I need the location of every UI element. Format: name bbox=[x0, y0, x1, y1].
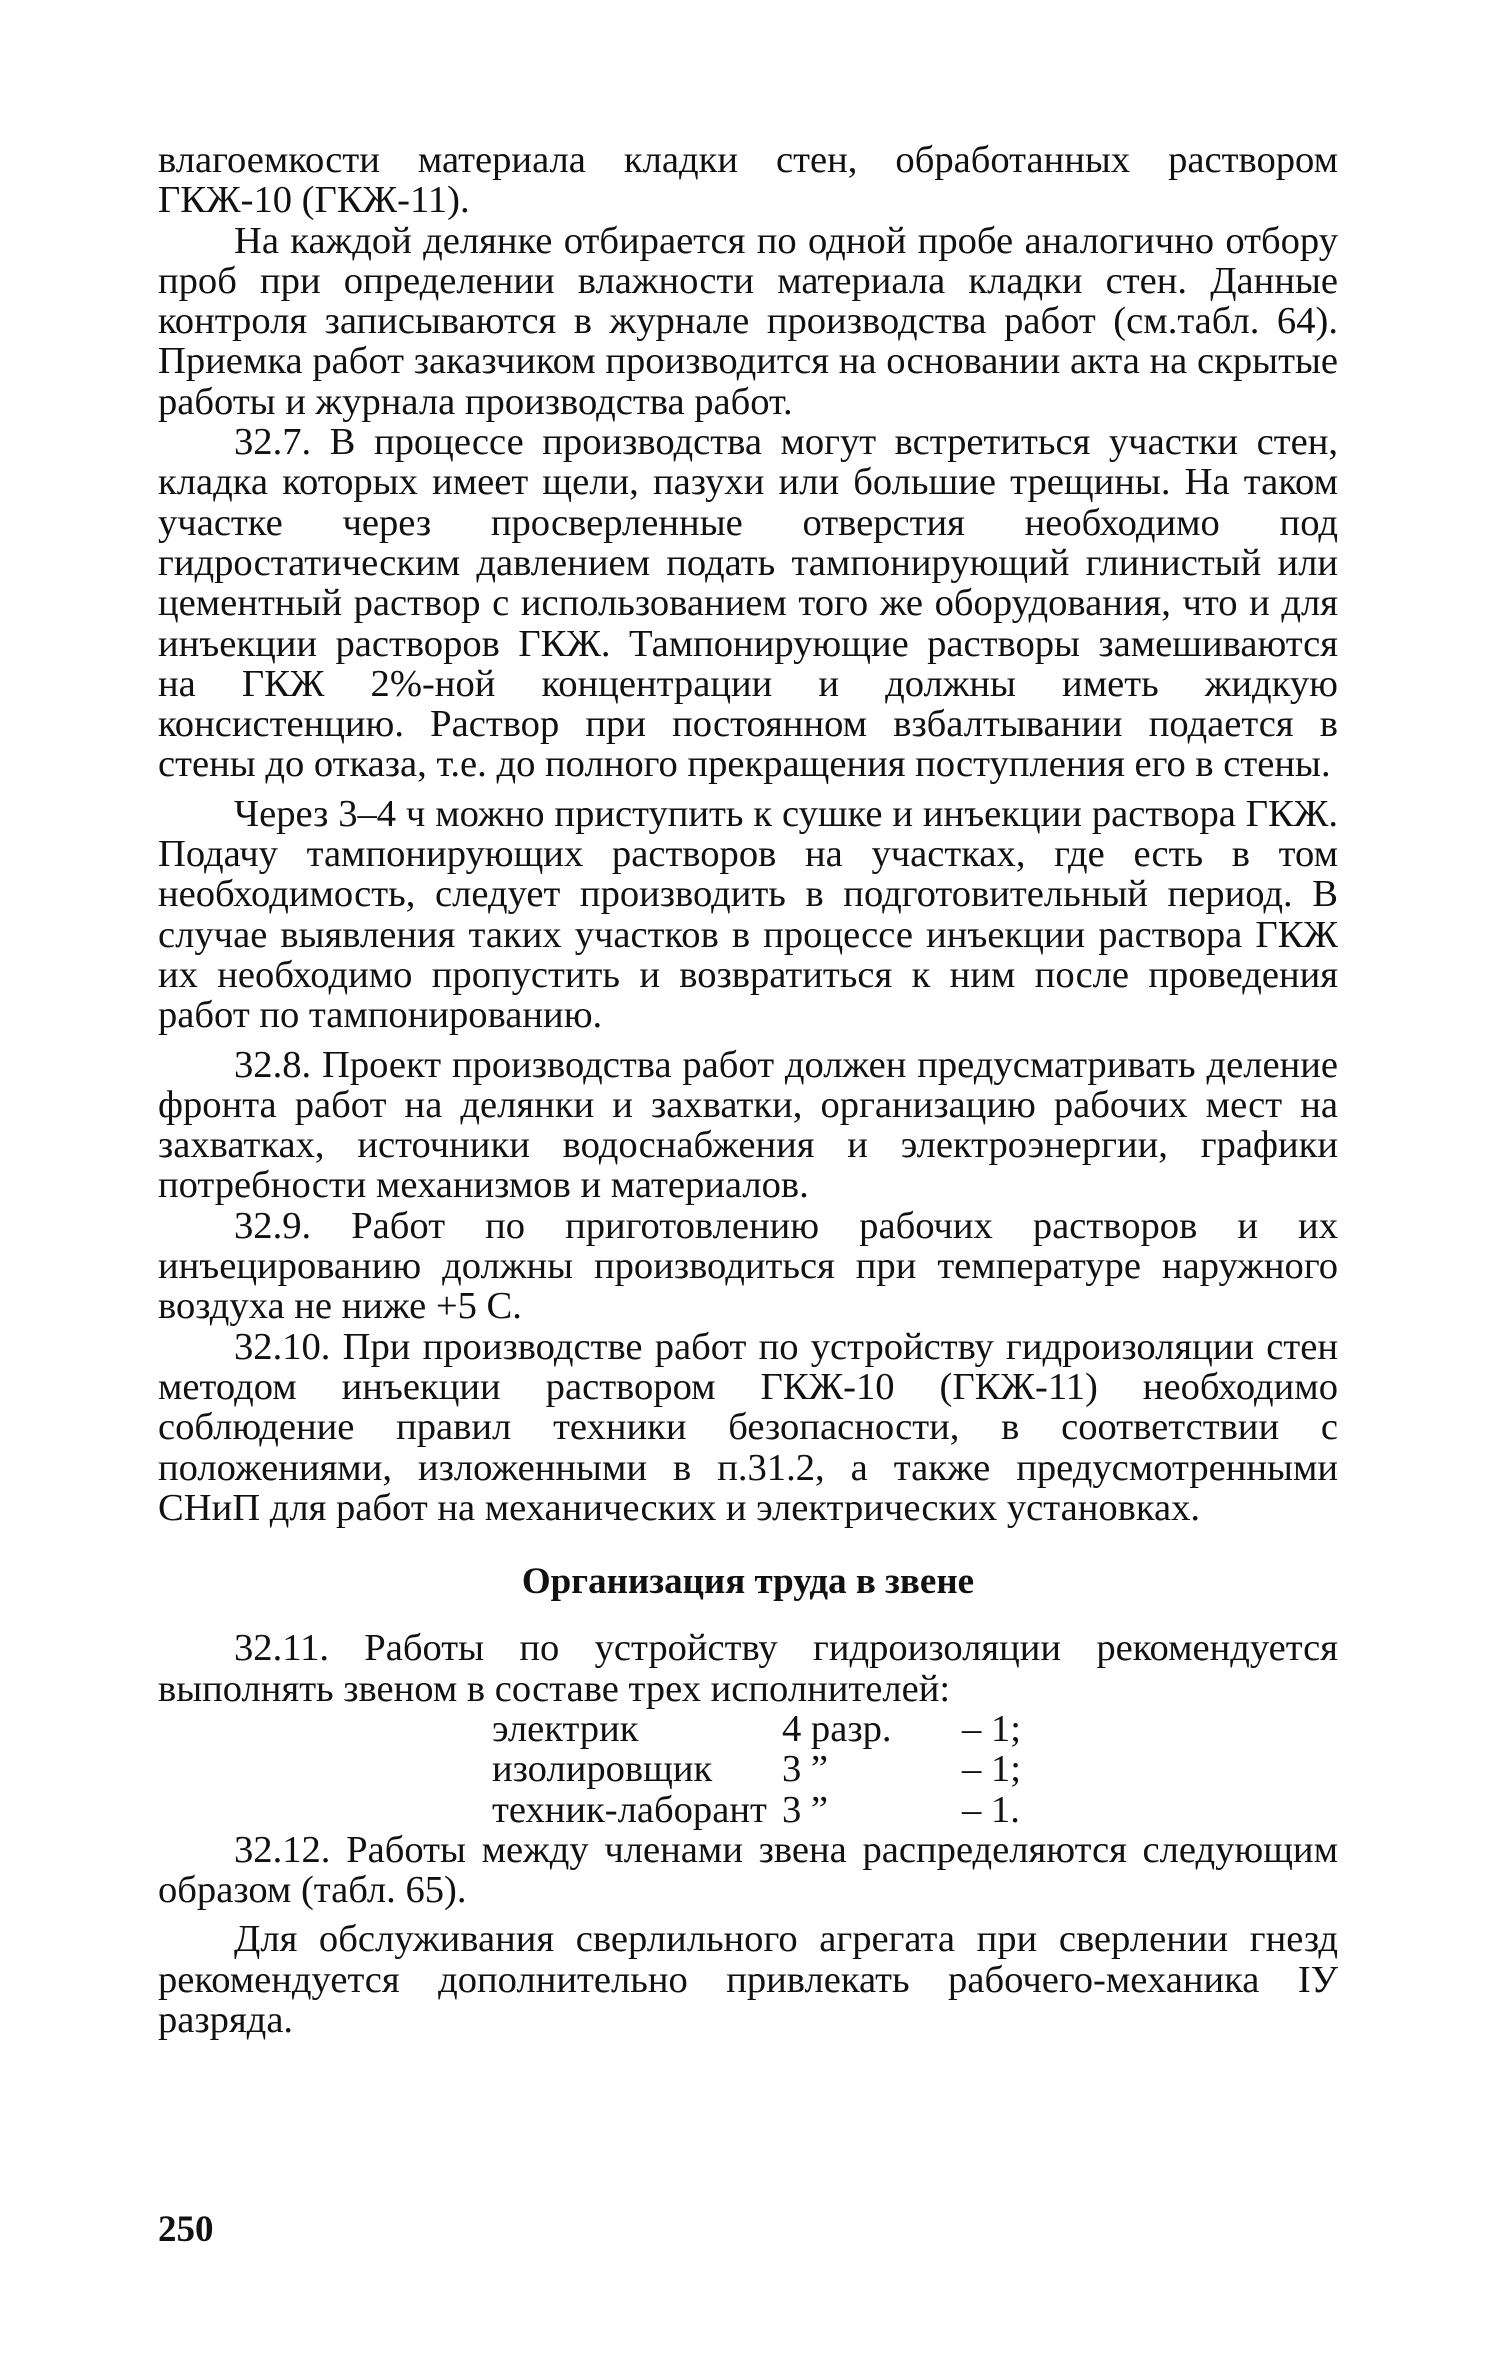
crew-row bbox=[158, 1749, 1338, 1789]
crew-rank: 4 разр. bbox=[782, 1707, 892, 1750]
page-number: 250 bbox=[158, 2209, 214, 2250]
paragraph-32-7: 32.7. В процессе производства могут встретиться участки стен, кладка которых имеет щели, пазухи или большие трещины. На таком участке через просверленные отверстия необходимо под гидростатическим давлением подать тампонирующий глинистый или цементный раствор с использованием того же оборудования, что и для инъекции растворов ГКЖ. Тампонирующие растворы замешиваются на ГКЖ 2%-ной концентрации и должны иметь жидкую консистенцию. Раствор при постоянном взбалтывании подается в стены до отказа, т.е. до полного прекращения поступления его в стены. bbox=[158, 421, 1338, 786]
crew-row bbox=[158, 1790, 1338, 1830]
paragraph-tamponing: Через 3–4 ч можно приступить к сушке и инъекции раствора ГКЖ. Подачу тампонирующих растворов на участках, где есть в том необходимость, следует производить в подготовительный период. В случае выявления таких участков в процессе инъекции раствора ГКЖ их необходимо пропустить и возвратиться к ним после проведения работ по тампонированию. bbox=[158, 792, 1338, 1037]
crew-count: – 1; bbox=[962, 1707, 1021, 1750]
paragraph-32-8: 32.8. Проект производства работ должен предусматривать деление фронта работ на делянки и захватки, организацию рабочих мест на захватках, источники водоснабжения и электроэнергии, графики потребности механизмов и материалов. bbox=[158, 1043, 1338, 1207]
crew-role: изолировщик bbox=[492, 1748, 713, 1791]
crew-role: электрик bbox=[492, 1707, 639, 1750]
section-heading: Организация труда в звене bbox=[521, 1561, 975, 1603]
paragraph-32-12: 32.12. Работы между членами звена распределяются следующим образом (табл. 65). bbox=[158, 1828, 1338, 1912]
crew-rank: 3 ” bbox=[782, 1788, 829, 1831]
paragraph-2: На каждой делянке отбирается по одной пробе аналогично отбору проб при определении влажности материала кладки стен. Данные контроля записываются в журнале производства работ (см.табл. 64). Приемка работ заказчиком производится на основании акта на скрытые работы и журнала производства работ. bbox=[158, 219, 1338, 423]
crew-count: – 1; bbox=[962, 1748, 1021, 1791]
crew-role: техник-лаборант bbox=[492, 1788, 767, 1831]
crew-rank: 3 ” bbox=[782, 1748, 829, 1791]
paragraph-32-10: 32.10. При производстве работ по устройству гидроизоляции стен методом инъекции раствором ГКЖ-10 (ГКЖ-11) необходимо соблюдение правил техники безопасности, в соответствии с положениями, изложенными в п.31.2, а также предусмотренными СНиП для работ на механических и электрических установках. bbox=[158, 1325, 1338, 1529]
paragraph-drilling: Для обслуживания сверлильного агрегата при сверлении гнезд рекомендуется дополнительно привлекать рабочего-механика IУ разряда. bbox=[158, 1918, 1338, 2042]
paragraph-32-11: 32.11. Работы по устройству гидроизоляции рекомендуется выполнять звеном в составе трех исполнителей: bbox=[158, 1627, 1338, 1710]
paragraph-1: влагоемкости материала кладки стен, обработанных раствором ГКЖ-10 (ГКЖ-11). bbox=[158, 139, 1338, 222]
crew-list bbox=[158, 1709, 1338, 1830]
paragraph-32-9: 32.9. Работ по приготовлению рабочих растворов и их инъецированию должны производиться при температуре наружного воздуха не ниже +5 С. bbox=[158, 1204, 1338, 1328]
crew-row bbox=[158, 1709, 1338, 1749]
crew-count: – 1. bbox=[962, 1788, 1020, 1831]
page-body bbox=[158, 140, 1338, 2040]
